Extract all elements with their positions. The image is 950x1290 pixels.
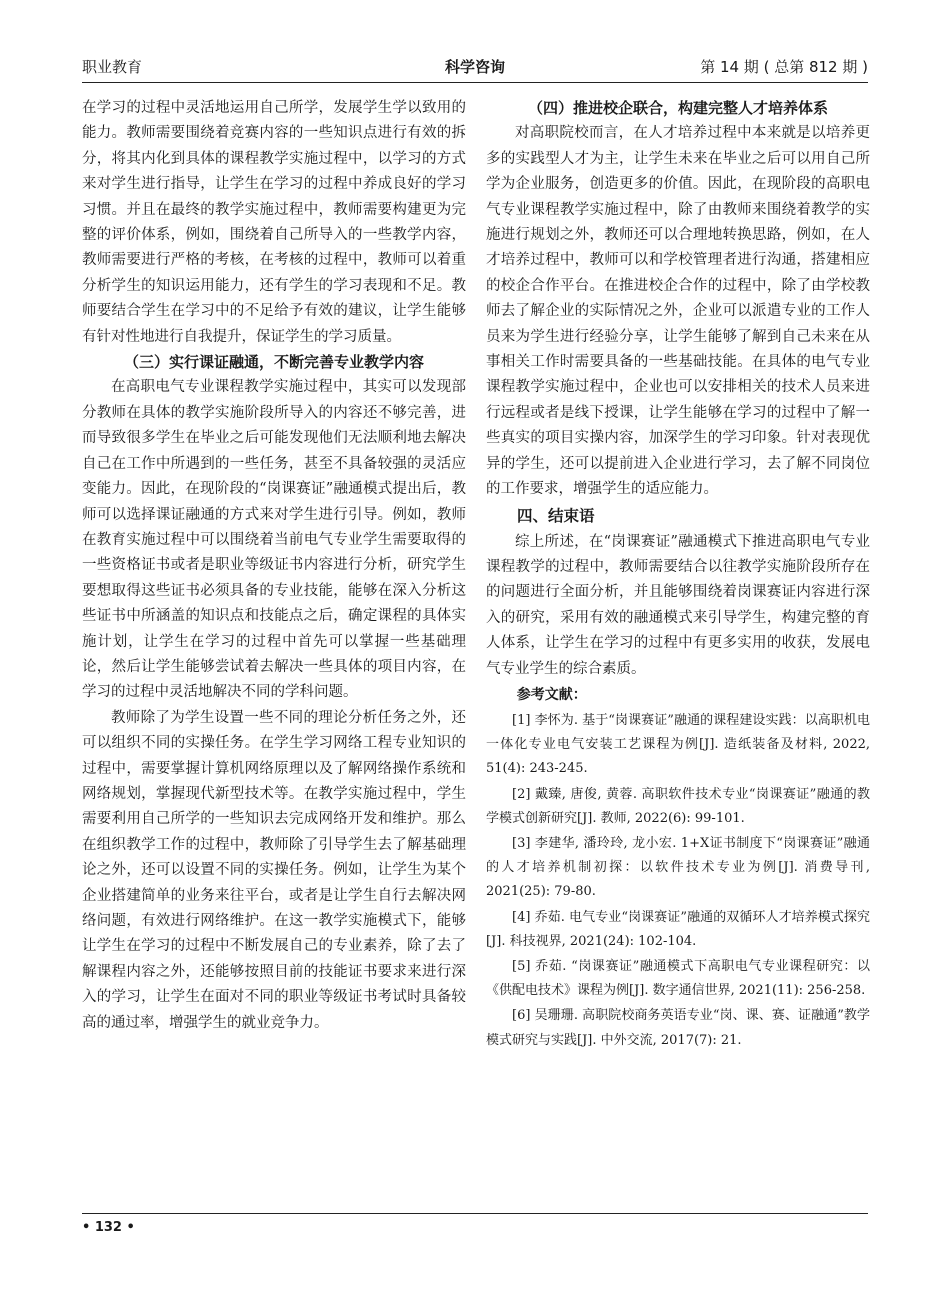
subsection-heading: （四）推进校企联合，构建完整人才培养体系: [527, 99, 828, 117]
paragraph: 在学习的过程中灵活地运用自己所学，发展学生学以致用的能力。教师需要围绕着竞赛内容的一些知识点进行有效的拆分，将其内化到具体的课程教学实施过程中，以学习的方式来对学生进行指导，让学生在学习的过程中养成良好的学习习惯。并且在最终的教学实施过程中，教师需要构建更为完整的评价体系，例如，围绕着自己所导入的一些教学内容，教师需要进行严格的考核，在考核的过程中，教师可以着重分析学生的知识运用能力，还有学生的学习表现和不足。教师要结合学生在学习中的不足给予有效的建议，让学生能够有针对性地进行自我提升，保证学生的学习质量。: [82, 100, 466, 345]
paragraph: 在高职电气专业课程教学实施过程中，其实可以发现部分教师在具体的教学实施阶段所导入的内容还不够完善，进而导致很多学生在毕业之后可能发现他们无法顺利地去解决自己在工作中所遇到的一些任务，甚至不具备较强的灵活应变能力。因此，在现阶段的“岗课赛证”融通模式提出后，教师可以选择课证融通的方式来对学生进行引导。例如，教师在教育实施过程中可以围绕着当前电气专业学生需要取得的一些资格证书或者是职业等级证书内容进行分析，研究学生要想取得这些证书必须具备的专业技能，能够在深入分析这些证书中所涵盖的知识点和技能点之后，确定课程的具体实施计划，让学生在学习的过程中首先可以掌握一些基础理论，然后让学生能够尝试着去解决一些具体的项目内容，在学习的过程中灵活地解决不同的学科问题。: [82, 379, 466, 701]
reference-item: [5] 乔茹. “岗课赛证”融通模式下高职电气专业课程研究：以《供配电技术》课程为例[J]. 数字通信世界, 2021(11): 256-258.: [486, 958, 870, 999]
paragraph: 对高职院校而言，在人才培养过程中本来就是以培养更多的实践型人才为主，让学生未来在毕业之后可以用自己所学为企业服务，创造更多的价值。因此，在现阶段的高职电气专业课程教学实施过程中，除了由教师来围绕着教学的实施进行规划之外，教师还可以合理地转换思路，例如，在人才培养过程中，教师可以和学校管理者进行沟通，搭建相应的校企合作平台。在推进校企合作的过程中，除了由学校教师去了解企业的实际情况之外，企业可以派遣专业的工作人员来为学生进行经验分享，让学生能够了解到自己未来在从事相关工作时需要具备的一些基础技能。在具体的电气专业课程教学实施过程中，企业也可以安排相关的技术人员来进行远程或者是线下授课，让学生能够在学习的过程中了解一些真实的项目实操内容，加深学生的学习印象。针对表现优异的学生，还可以提前进入企业进行学习，去了解不同岗位的工作要求，增强学生的适应能力。: [486, 125, 870, 498]
paragraph: 教师除了为学生设置一些不同的理论分析任务之外，还可以组织不同的实操任务。在学生学习网络工程专业知识的过程中，需要掌握计算机网络原理以及了解网络操作系统和网络规划，掌握现代新型技术等。在教学实施过程中，学生需要利用自己所学的一些知识去完成网络开发和维护。那么在组织教学工作的过程中，教师除了引导学生去了解基础理论之外，还可以设置不同的实操任务。例如，让学生为某个企业搭建简单的业务来往平台，或者是让学生自行去解决网络问题，有效进行网络维护。在这一教学实施模式下，能够让学生在学习的过程中不断发展自己的专业素养，除了去了解课程内容之外，还能够按照目前的技能证书要求来进行深入的学习，让学生在面对不同的职业等级证书考试时具备较高的通过率，增强学生的就业竞争力。: [82, 709, 466, 1031]
header-issue-number: 第 14 期 ( 总第 812 期 ): [700, 58, 868, 76]
running-header: [82, 52, 868, 83]
page-footer: [82, 1213, 868, 1235]
header-journal-title: 科学咨询: [444, 58, 506, 76]
reference-item: [4] 乔茹. 电气专业“岗课赛证”融通的双循环人才培养模式探究[J]. 科技视界, 2021(24): 102-104.: [486, 909, 870, 949]
section-heading: 四、结束语: [517, 506, 595, 525]
right-column: [486, 96, 870, 1054]
header-journal-section: 职业教育: [82, 58, 143, 76]
reference-item: [6] 吴珊珊. 高职院校商务英语专业“岗、课、赛、证融通”教学模式研究与实践[J]. 中外交流, 2017(7): 21.: [486, 1008, 870, 1048]
paragraph: 综上所述，在“岗课赛证”融通模式下推进高职电气专业课程教学的过程中，教师需要结合以往教学实施阶段所存在的问题进行全面分析，并且能够围绕着岗课赛证内容进行深入的研究，采用有效的融通模式来引导学生，构建完整的育人体系，让学生在学习的过程中有更多实用的收获，发展电气专业学生的综合素质。: [486, 533, 870, 677]
reference-item: [3] 李建华, 潘玲玲, 龙小宏. 1+X证书制度下“岗课赛证”融通的人才培养机制初探：以软件技术专业为例[J]. 消费导刊, 2021(25): 79-80.: [486, 835, 870, 900]
references-title: 参考文献：: [516, 686, 587, 703]
page-number: • 132 •: [82, 1220, 135, 1235]
reference-item: [1] 李怀为. 基于“岗课赛证”融通的课程建设实践：以高职机电一体化专业电气安装工艺课程为例[J]. 造纸装备及材料, 2022, 51(4): 243-245.: [486, 712, 870, 777]
left-column: [82, 96, 466, 1036]
reference-item: [2] 戴臻, 唐俊, 黄蓉. 高职软件技术专业“岗课赛证”融通的教学模式创新研究[J]. 教师, 2022(6): 99-101.: [486, 786, 870, 826]
reference-list: [486, 709, 870, 1053]
subsection-heading: （三）实行课证融通，不断完善专业教学内容: [123, 353, 424, 372]
